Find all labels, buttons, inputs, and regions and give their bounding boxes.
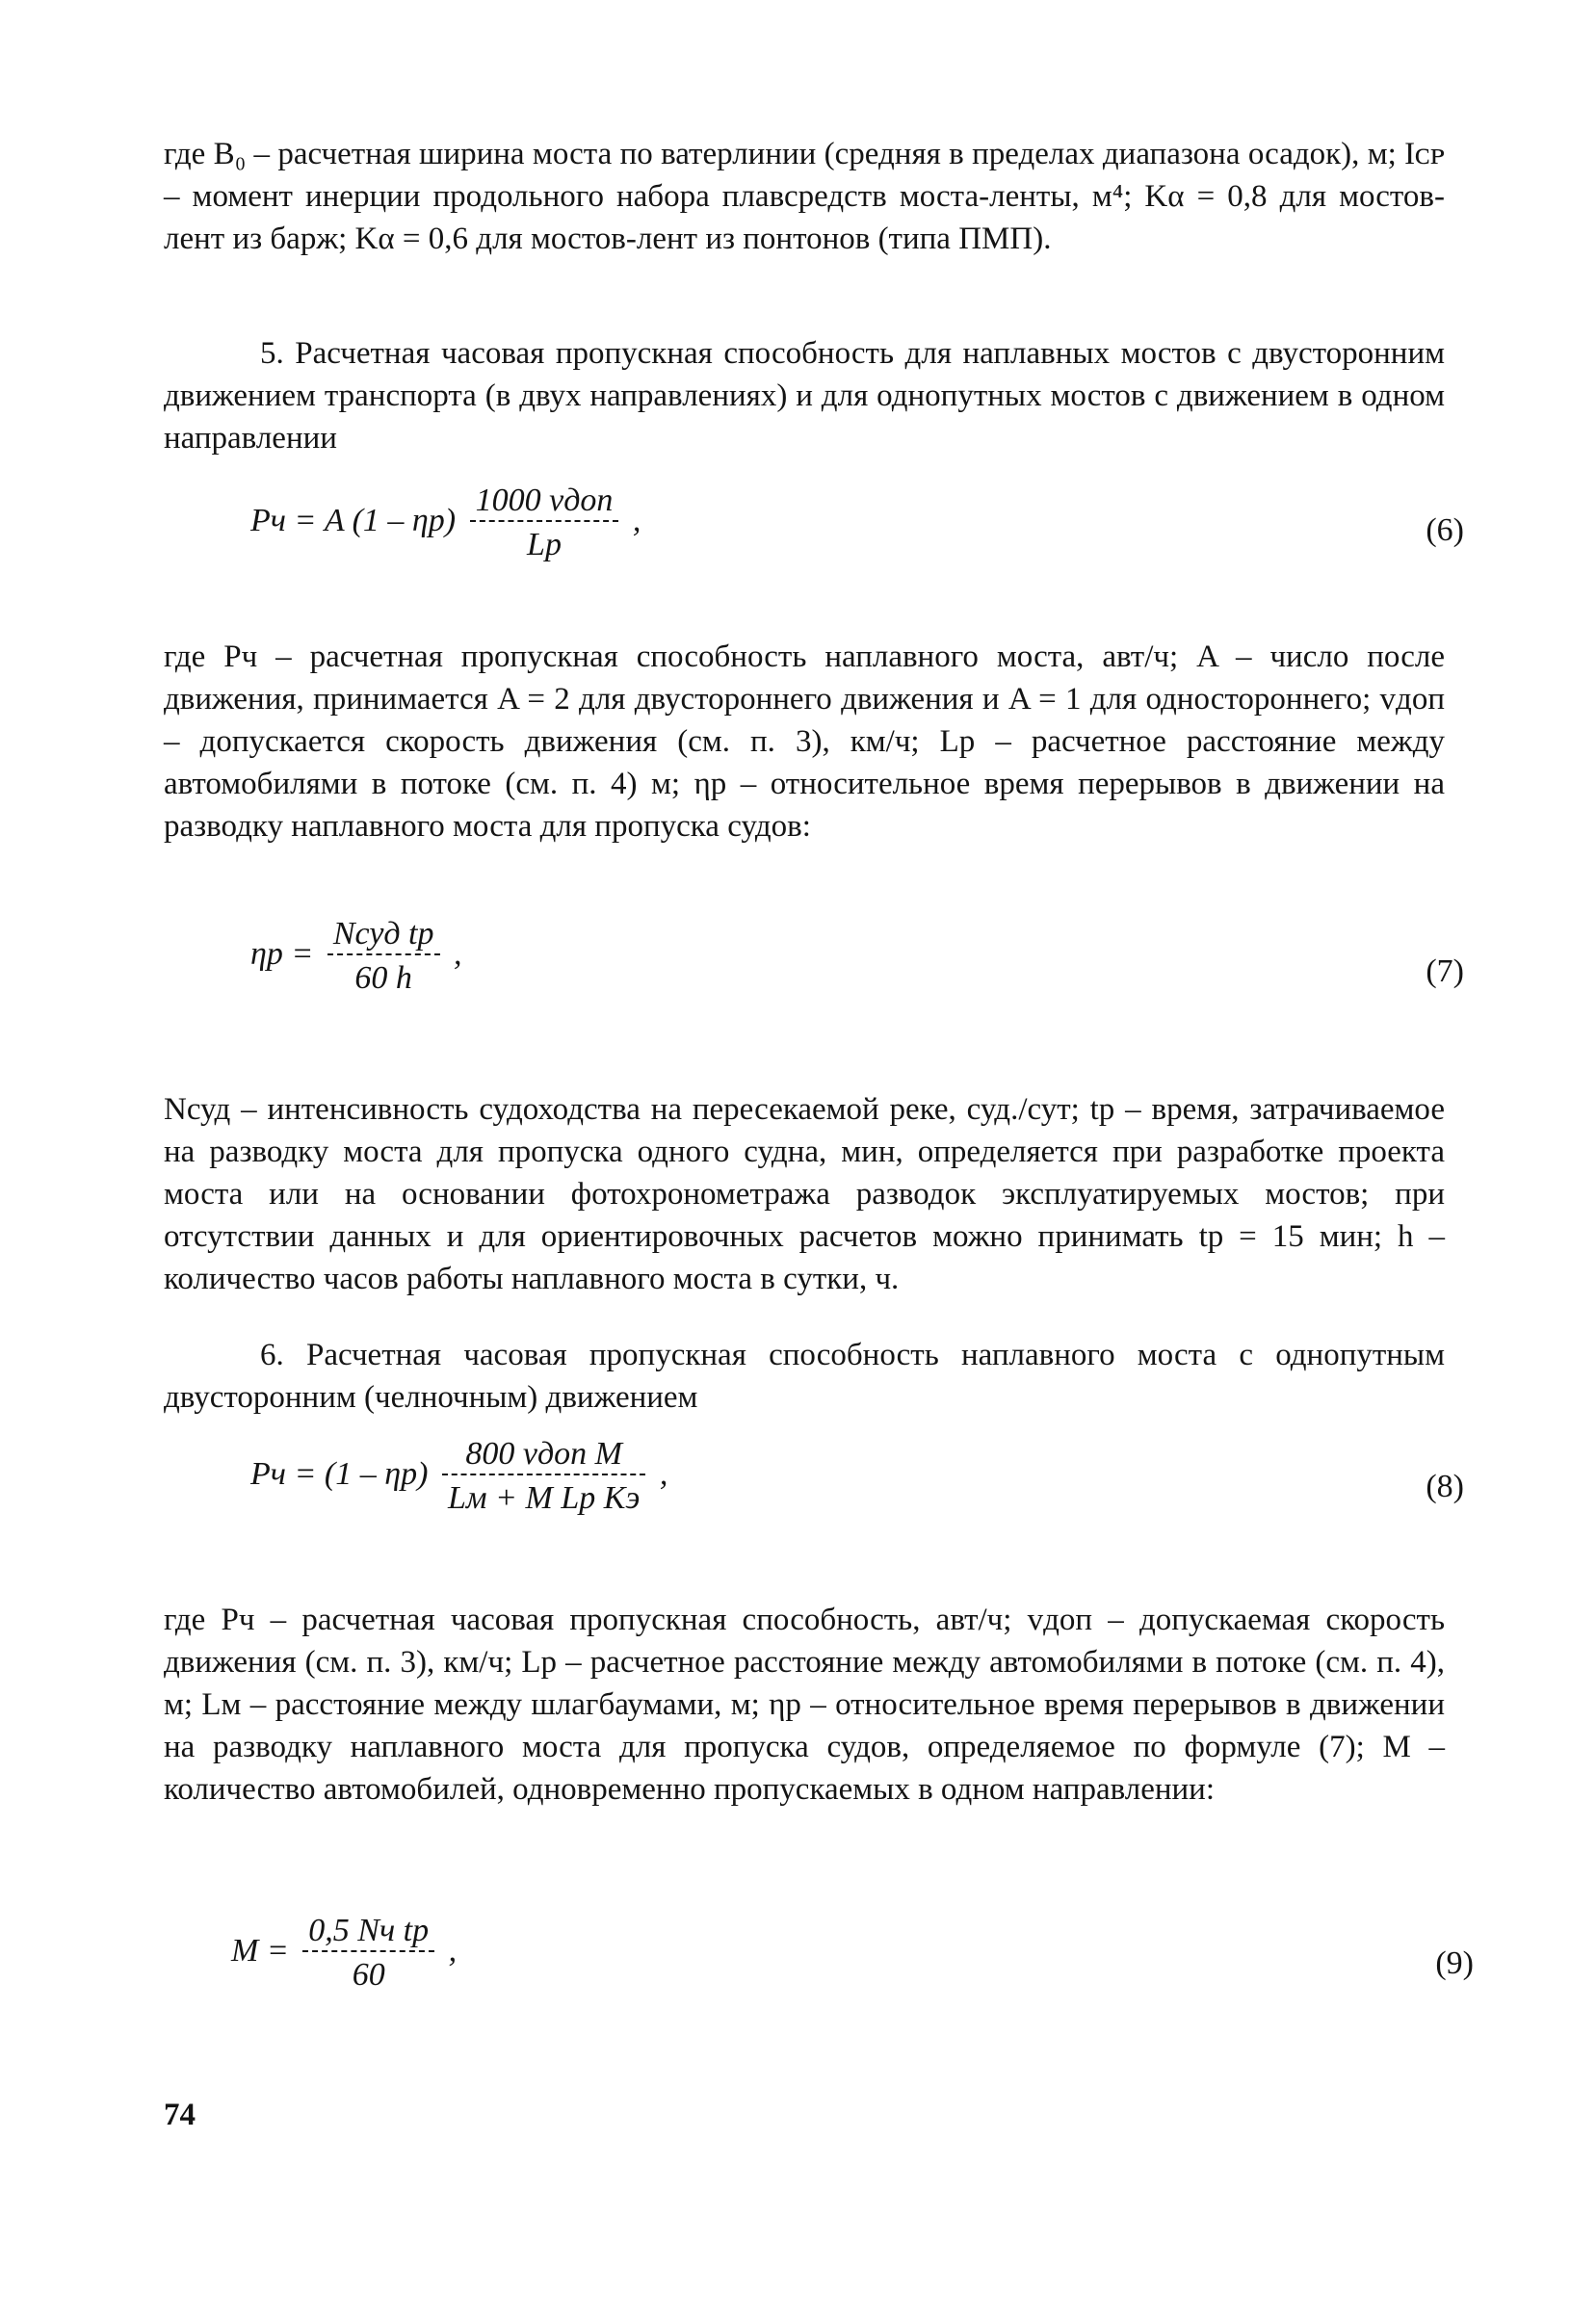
- formula-9-numerator: 0,5 Nч tр: [308, 1913, 430, 1948]
- formula-8: [250, 1435, 667, 1518]
- paragraph-item-6: 6. Расчетная часовая пропускная способность наплавного моста с однопутным двусторонним (челночным) движением: [164, 1338, 1445, 1415]
- formula-7-numerator: Nсуд tр: [332, 916, 434, 952]
- formula-7-fraction: [327, 915, 440, 998]
- formula-8-numerator: 800 vдоп M: [465, 1436, 622, 1472]
- formula-9-tail: ,: [448, 1932, 458, 1969]
- formula-6-lhs: Pч = A (1 – ηр): [250, 502, 457, 538]
- paragraph-definitions-b0: где B₀ – расчетная ширина моста по ватерлинии (средняя в пределах диапазона осадок), м; Iᴄᴘ – момент инерции продольного набора плавсредств моста-ленты, м⁴; Kα = 0,8 для мостов-лент из барж; Kα = 0,6 для мостов-лент из понтонов (типа ПМП).: [164, 137, 1445, 256]
- paragraph-definitions-nsud: Nсуд – интенсивность судоходства на пересекаемой реке, суд./сут; tр – время, затрачиваемое на разводку моста для пропуска одного судна, мин, определяется при разработке проекта моста или на основании фотохронометража разводок эксплуатируемых мостов; при отсутствии данных и для ориентировочных расчетов можно принимать tр = 15 мин; h – количество часов работы наплавного моста в сутки, ч.: [164, 1092, 1445, 1296]
- formula-7-number: (7): [1426, 953, 1464, 989]
- formula-8-number: (8): [1426, 1469, 1464, 1504]
- formula-9-denominator: 60: [302, 1950, 434, 1995]
- formula-6-tail: ,: [632, 502, 641, 538]
- formula-8-lhs: Pч = (1 – ηр): [250, 1455, 429, 1492]
- formula-8-denominator: Lм + M Lр Kэ: [442, 1474, 645, 1518]
- paragraph-definitions-pch-8: где Pч – расчетная часовая пропускная способность, авт/ч; vдоп – допускаемая скорость движения (см. п. 3), км/ч; Lр – расчетное расстояние между автомобилями в потоке (см. п. 4), м; Lм – расстояние между шлагбаумами, м; ηр – относительное время перерывов в движении на разводку наплавного моста для пропуска судов, определяемое по формуле (7); M – количество автомобилей, одновременно пропускаемых в одном направлении:: [164, 1603, 1445, 1807]
- formula-6-denominator: Lр: [470, 520, 619, 564]
- formula-8-tail: ,: [659, 1455, 668, 1492]
- page-number: 74: [164, 2098, 196, 2132]
- formula-6-number: (6): [1426, 512, 1464, 548]
- formula-7-denominator: 60 h: [327, 953, 440, 998]
- formula-9-number: (9): [1435, 1945, 1474, 1981]
- formula-9-lhs: M =: [231, 1932, 289, 1969]
- formula-9: [231, 1912, 457, 1995]
- formula-7-lhs: ηр =: [250, 935, 314, 972]
- formula-6-fraction: [470, 482, 619, 564]
- paragraph-definitions-pch: где Pч – расчетная пропускная способность наплавного моста, авт/ч; A – число после движения, принимается A = 2 для двустороннего движения и A = 1 для одностороннего; vдоп – допускается скорость движения (см. п. 3), км/ч; Lр – расчетное расстояние между автомобилями в потоке (см. п. 4) м; ηр – относительное время перерывов в движении на разводку наплавного моста для пропуска судов:: [164, 639, 1445, 844]
- formula-6-numerator: 1000 vдоп: [475, 483, 614, 518]
- formula-8-fraction: [442, 1435, 645, 1518]
- paragraph-item-5: 5. Расчетная часовая пропускная способность для наплавных мостов с двусторонним движением транспорта (в двух направлениях) и для однопутных мостов с движением в одном направлении: [164, 336, 1445, 456]
- formula-9-fraction: [302, 1912, 434, 1995]
- formula-7-tail: ,: [454, 935, 462, 972]
- formula-6: [250, 482, 641, 564]
- formula-7: [250, 915, 462, 998]
